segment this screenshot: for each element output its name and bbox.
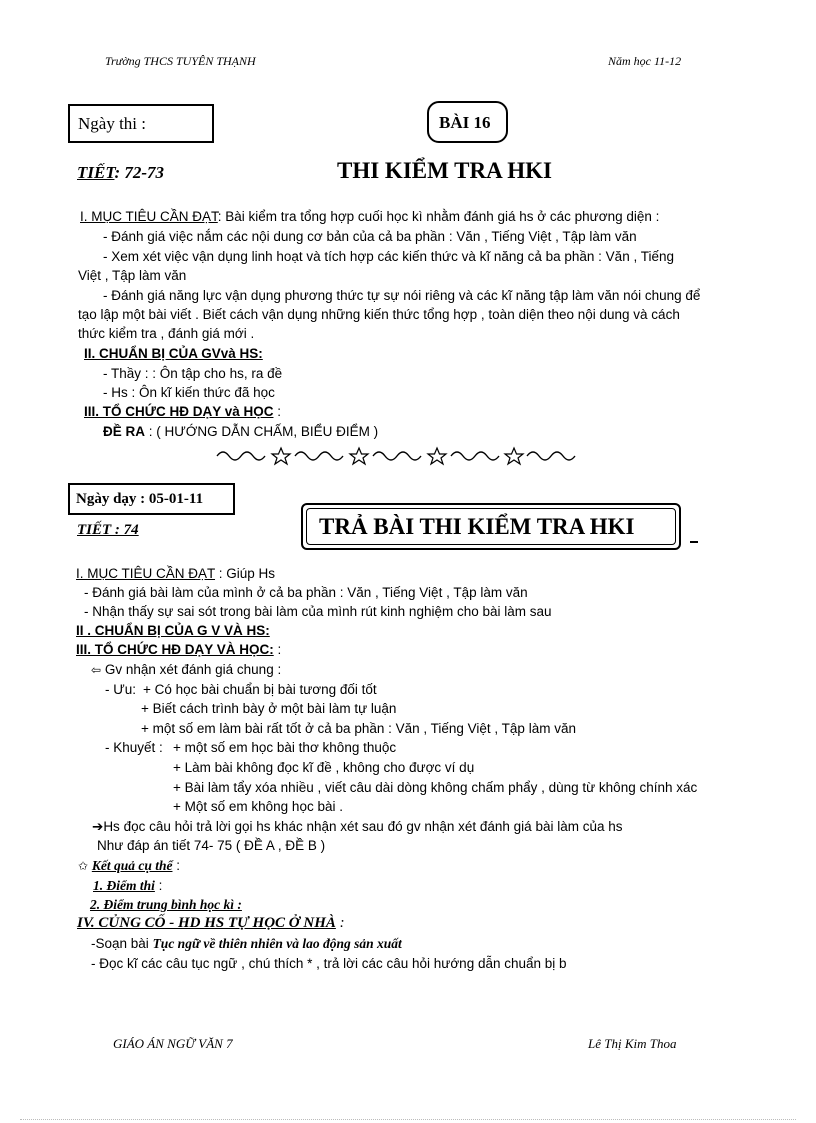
l2-s1-line1: - Đánh giá bài làm của mình ở cả ba phần : Văn , Tiếng Việt , Tập làm văn xyxy=(84,585,528,600)
ornament-divider xyxy=(215,446,580,466)
soan-bai-title: Tục ngữ về thiên nhiên và lao động sản xuất xyxy=(152,936,402,951)
footer-right: Lê Thị Kim Thoa xyxy=(588,1036,677,1051)
ket-qua-colon: : xyxy=(176,858,180,873)
khuyet-label: - Khuyết : xyxy=(105,740,163,755)
exam-date-box xyxy=(68,104,214,143)
dap-an: Như đáp án tiết 74- 75 ( ĐỀ A , ĐỀ B ) xyxy=(97,838,326,853)
soan-bai xyxy=(91,934,402,953)
header-year: Năm học 11-12 xyxy=(608,54,682,68)
de-ra xyxy=(103,422,378,441)
khuyet-item3: + Bài làm tẩy xóa nhiều , viết câu dài dòng không chấm phẩy , dùng từ không chính xác xyxy=(173,780,698,795)
l2-s1-line2: - Nhận thấy sự sai sót trong bài làm của mình rút kinh nghiệm cho bài làm sau xyxy=(84,604,552,619)
l2-s2-heading: II . CHUẨN BỊ CỦA G V VÀ HS: xyxy=(76,623,270,638)
s4-colon: : xyxy=(339,915,345,931)
de-ra-text: : ( HƯỚNG DẪN CHẤM, BIỂU ĐIỂM ) xyxy=(148,424,379,439)
l2-s3-heading: III. TỔ CHỨC HĐ DẠY VÀ HỌC: xyxy=(76,642,274,657)
lesson2-title-box xyxy=(301,503,681,550)
s1-line3b: tạo lập một bài viết . Biết cách vận dụng những kiến thức tổng hợp , toàn diện theo nội dung và cách xyxy=(78,307,680,322)
s1-line2b: Việt , Tập làm văn xyxy=(78,268,187,283)
s1-line1: - Đánh giá việc nắm các nội dung cơ bản của cả ba phần : Văn , Tiếng Việt , Tập làm văn xyxy=(103,229,637,244)
lesson1-period xyxy=(77,163,164,183)
left-arrow-icon: ⇦ xyxy=(91,663,102,677)
diem-tb: 2. Điểm trung bình học kì : xyxy=(90,897,242,912)
l2-s1-intro: : Giúp Hs xyxy=(218,566,276,581)
lesson2-s3 xyxy=(76,640,281,659)
lesson2-title: TRẢ BÀI THI KIỂM TRA HKI xyxy=(319,514,635,539)
diem-thi-colon: : xyxy=(158,878,163,893)
doc-ki: - Đọc kĩ các câu tục ngữ , chú thích * , trả lời các câu hỏi hướng dẫn chuẩn bị b xyxy=(91,956,567,971)
lesson1-title: THI KIỂM TRA HKI xyxy=(337,158,552,183)
tiet-value: : 72-73 xyxy=(114,163,165,182)
gv-line xyxy=(91,660,281,680)
khuyet-item2: + Làm bài không đọc kĩ đề , không cho được ví dụ xyxy=(173,760,475,775)
s1-line3a: - Đánh giá năng lực vận dụng phương thức tự sự nói riêng và các kĩ năng tập làm văn nói chung để xyxy=(103,288,701,303)
s4-heading: IV. CỦNG CỐ - HD HS TỰ HỌC Ở NHÀ xyxy=(77,915,336,931)
s1-line2a: - Xem xét việc vận dụng linh hoạt và tích hợp các kiến thức và kĩ năng cả ba phần : Văn , Tiếng xyxy=(103,249,674,264)
l2-s1-heading: I. MỤC TIÊU CẦN ĐẠT xyxy=(76,566,216,581)
teach-date: Ngày dạy : 05-01-11 xyxy=(76,491,204,507)
star-bullet-icon: ✩ xyxy=(78,859,89,873)
s3-heading: III. TỔ CHỨC HĐ DẠY và HỌC xyxy=(84,404,274,419)
khuyet-item4: + Một số em không học bài . xyxy=(173,799,343,814)
lesson2-period: TIẾT : 74 xyxy=(77,522,139,538)
lesson-number-box xyxy=(427,101,508,143)
lesson2-s4 xyxy=(77,914,345,933)
lesson2-s1 xyxy=(76,564,275,583)
lesson1-s1 xyxy=(80,207,659,226)
s1-heading: I. MỤC TIÊU CẦN ĐẠT xyxy=(80,209,218,224)
flourish-icon xyxy=(295,452,343,460)
flourish-icon xyxy=(217,452,265,460)
star-icon xyxy=(272,448,290,464)
uu-label: - Ưu: xyxy=(105,682,137,697)
right-arrow-icon: ➔ xyxy=(92,819,104,834)
page-bottom-rule xyxy=(20,1119,796,1120)
dash-mark xyxy=(690,541,698,543)
hs-text: Hs đọc câu hỏi trả lời gọi hs khác nhận xét sau đó gv nhận xét đánh giá bài làm của hs xyxy=(103,819,623,834)
s2-line1: - Thầy : : Ôn tập cho hs, ra đề xyxy=(103,366,283,381)
soan-bai-label: -Soạn bài xyxy=(91,936,149,951)
ket-qua-label: Kết quả cụ thể xyxy=(91,858,173,873)
hs-line xyxy=(92,817,622,836)
s2-heading: II. CHUẨN BỊ CỦA GVvà HS: xyxy=(84,346,263,361)
de-ra-label: ĐỀ RA xyxy=(103,424,146,439)
ket-qua xyxy=(78,856,180,876)
l2-s3-colon: : xyxy=(277,642,282,657)
tiet-label: TIẾT xyxy=(77,163,115,182)
lesson1-s3 xyxy=(84,402,281,421)
gv-text: Gv nhận xét đánh giá chung : xyxy=(104,662,282,677)
exam-date-label: Ngày thi : xyxy=(78,114,146,133)
diem-thi-label: 1. Điểm thi xyxy=(93,878,155,893)
flourish-icon xyxy=(373,452,421,460)
uu-item3: + một số em làm bài rất tốt ở cả ba phần : Văn , Tiếng Việt , Tập làm văn xyxy=(141,721,576,736)
diem-thi xyxy=(93,876,162,895)
star-icon xyxy=(428,448,446,464)
lesson-number: BÀI 16 xyxy=(439,113,491,132)
star-icon xyxy=(350,448,368,464)
uu-item2: + Biết cách trình bày ở một bài làm tự luận xyxy=(141,701,397,716)
khuyet-item1: + một số em học bài thơ không thuộc xyxy=(173,740,397,755)
uu-item1: + Có học bài chuẩn bị bài tương đối tốt xyxy=(143,682,377,697)
teach-date-box xyxy=(68,483,235,515)
footer-left: GIÁO ÁN NGỮ VĂN 7 xyxy=(113,1036,233,1051)
s2-line2: - Hs : Ôn kĩ kiến thức đã học xyxy=(103,385,275,400)
star-icon xyxy=(505,448,523,464)
header-school: Trường THCS TUYÊN THẠNH xyxy=(105,54,256,68)
s1-line3c: thức kiểm tra , đánh giá mới . xyxy=(78,326,255,341)
flourish-icon xyxy=(451,452,499,460)
flourish-icon xyxy=(527,452,575,460)
s1-intro: : Bài kiểm tra tổng hợp cuối học kì nhằm đánh giá hs ở các phương diện : xyxy=(217,209,660,224)
s3-colon: : xyxy=(277,404,282,419)
